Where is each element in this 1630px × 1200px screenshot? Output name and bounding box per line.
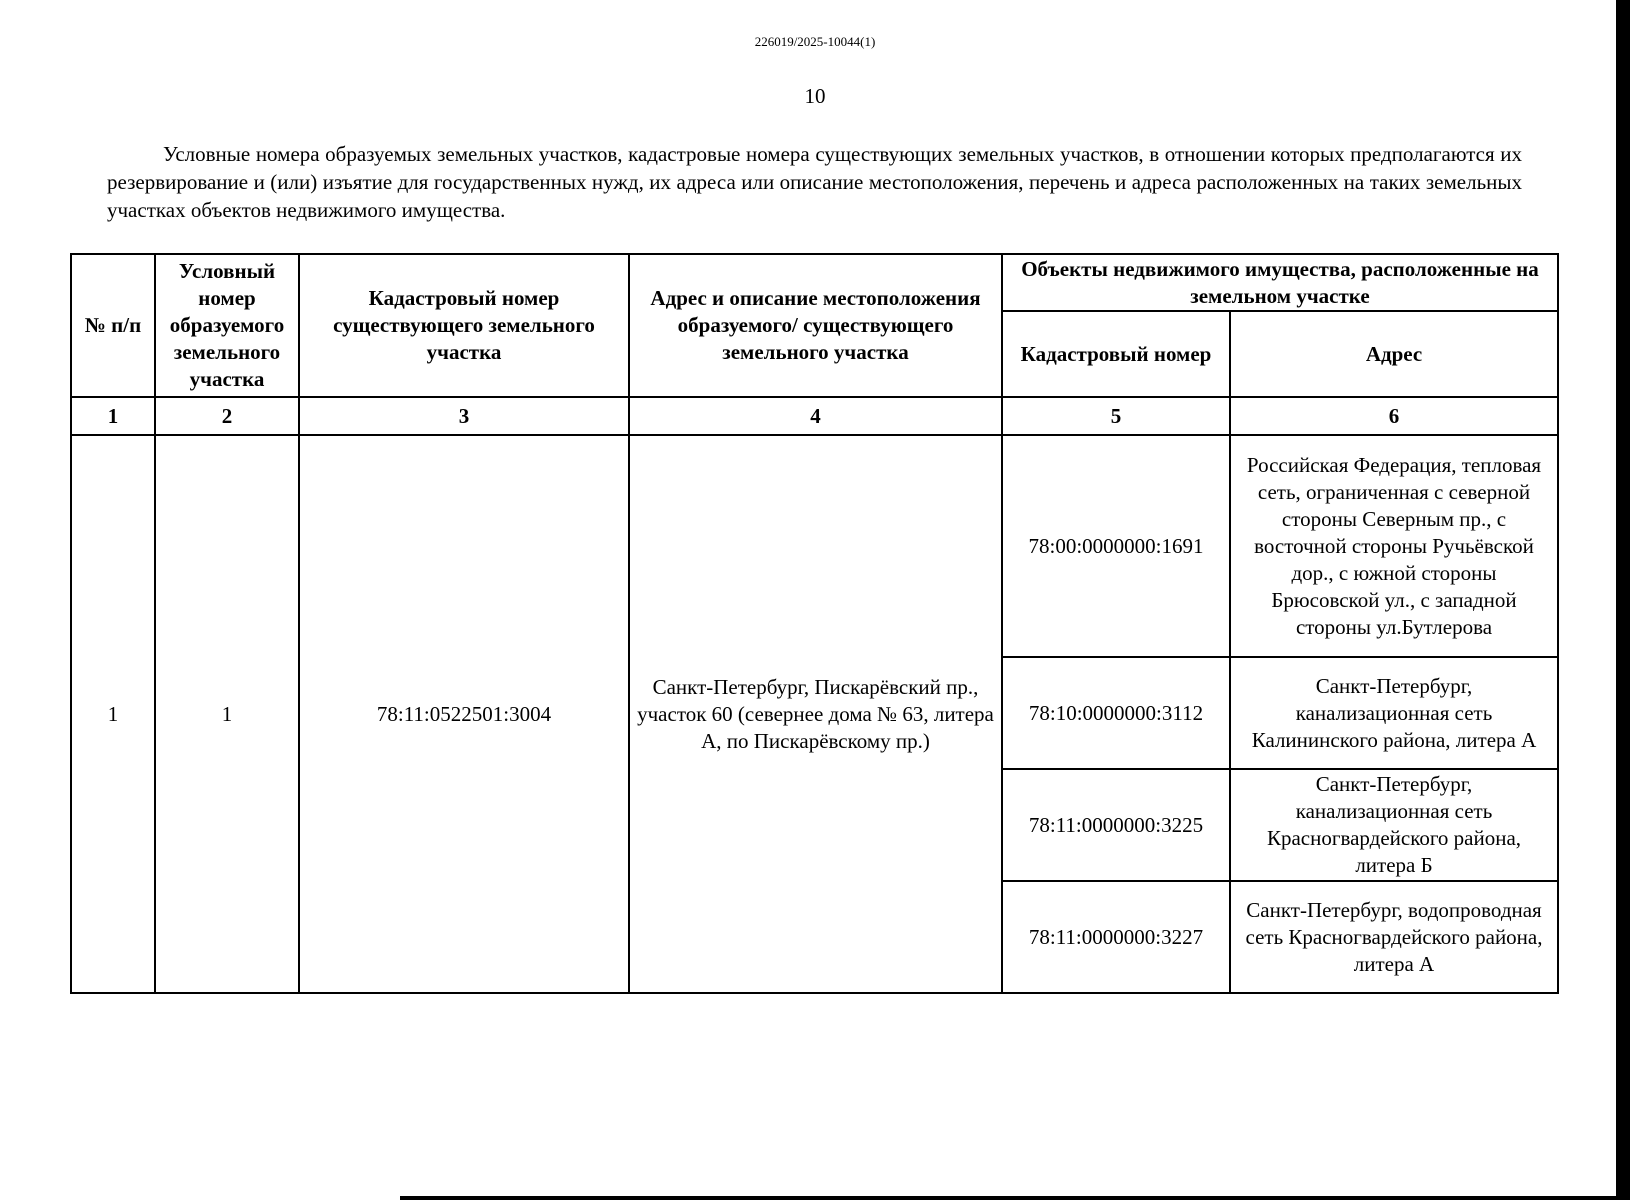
object-cadastral: 78:10:0000000:3112: [1002, 657, 1230, 769]
header-cadastral-existing: Кадастровый номер существующего земельного участка: [299, 254, 629, 397]
column-number: 3: [299, 397, 629, 435]
scan-edge-right: [1616, 0, 1630, 1200]
object-cadastral: 78:11:0000000:3225: [1002, 769, 1230, 881]
header-conditional-number: Условный номер образуемого земельного участка: [155, 254, 299, 397]
column-number: 5: [1002, 397, 1230, 435]
column-number: 1: [71, 397, 155, 435]
object-address: Российская Федерация, тепловая сеть, ограниченная с северной стороны Северным пр., с восточной стороны Ручьёвской дор., с южной стороны Брюсовской ул., с западной стороны ул.Бутлерова: [1230, 435, 1558, 657]
land-plots-table: [70, 253, 1559, 994]
object-address: Санкт-Петербург, водопроводная сеть Красногвардейского района, литера А: [1230, 881, 1558, 993]
object-cadastral: 78:00:0000000:1691: [1002, 435, 1230, 657]
page-number: 10: [804, 84, 826, 108]
intro-paragraph: Условные номера образуемых земельных участков, кадастровые номера существующих земельных участков, в отношении которых предполагаются их резервирование и (или) изъятие для государственных нужд, их адреса или описание местоположения, перечень и адреса расположенных на таких земельных участках объектов недвижимого имущества.: [107, 142, 1522, 222]
header-object-address: Адрес: [1230, 311, 1558, 397]
table-row: [71, 435, 1558, 657]
document-number: 226019/2025-10044(1): [754, 34, 876, 49]
row-address: Санкт-Петербург, Пискарёвский пр., участок 60 (севернее дома № 63, литера А, по Пискарёвскому пр.): [629, 435, 1002, 993]
object-address: Санкт-Петербург, канализационная сеть Красногвардейского района, литера Б: [1230, 769, 1558, 881]
object-address: Санкт-Петербург, канализационная сеть Калининского района, литера А: [1230, 657, 1558, 769]
column-number: 6: [1230, 397, 1558, 435]
header-object-cadastral: Кадастровый номер: [1002, 311, 1230, 397]
row-num: 1: [71, 435, 155, 993]
row-cadastral-number: 78:11:0522501:3004: [299, 435, 629, 993]
scan-edge-bottom: [400, 1196, 1616, 1200]
header-objects-group: Объекты недвижимого имущества, расположенные на земельном участке: [1002, 254, 1558, 311]
column-number: 2: [155, 397, 299, 435]
object-cadastral: 78:11:0000000:3227: [1002, 881, 1230, 993]
header-address-description: Адрес и описание местоположения образуемого/ существующего земельного участка: [629, 254, 1002, 397]
column-number: 4: [629, 397, 1002, 435]
header-row-top: [71, 254, 1558, 311]
column-number-row: [71, 397, 1558, 435]
row-conditional-number: 1: [155, 435, 299, 993]
header-num: № п/п: [71, 254, 155, 397]
